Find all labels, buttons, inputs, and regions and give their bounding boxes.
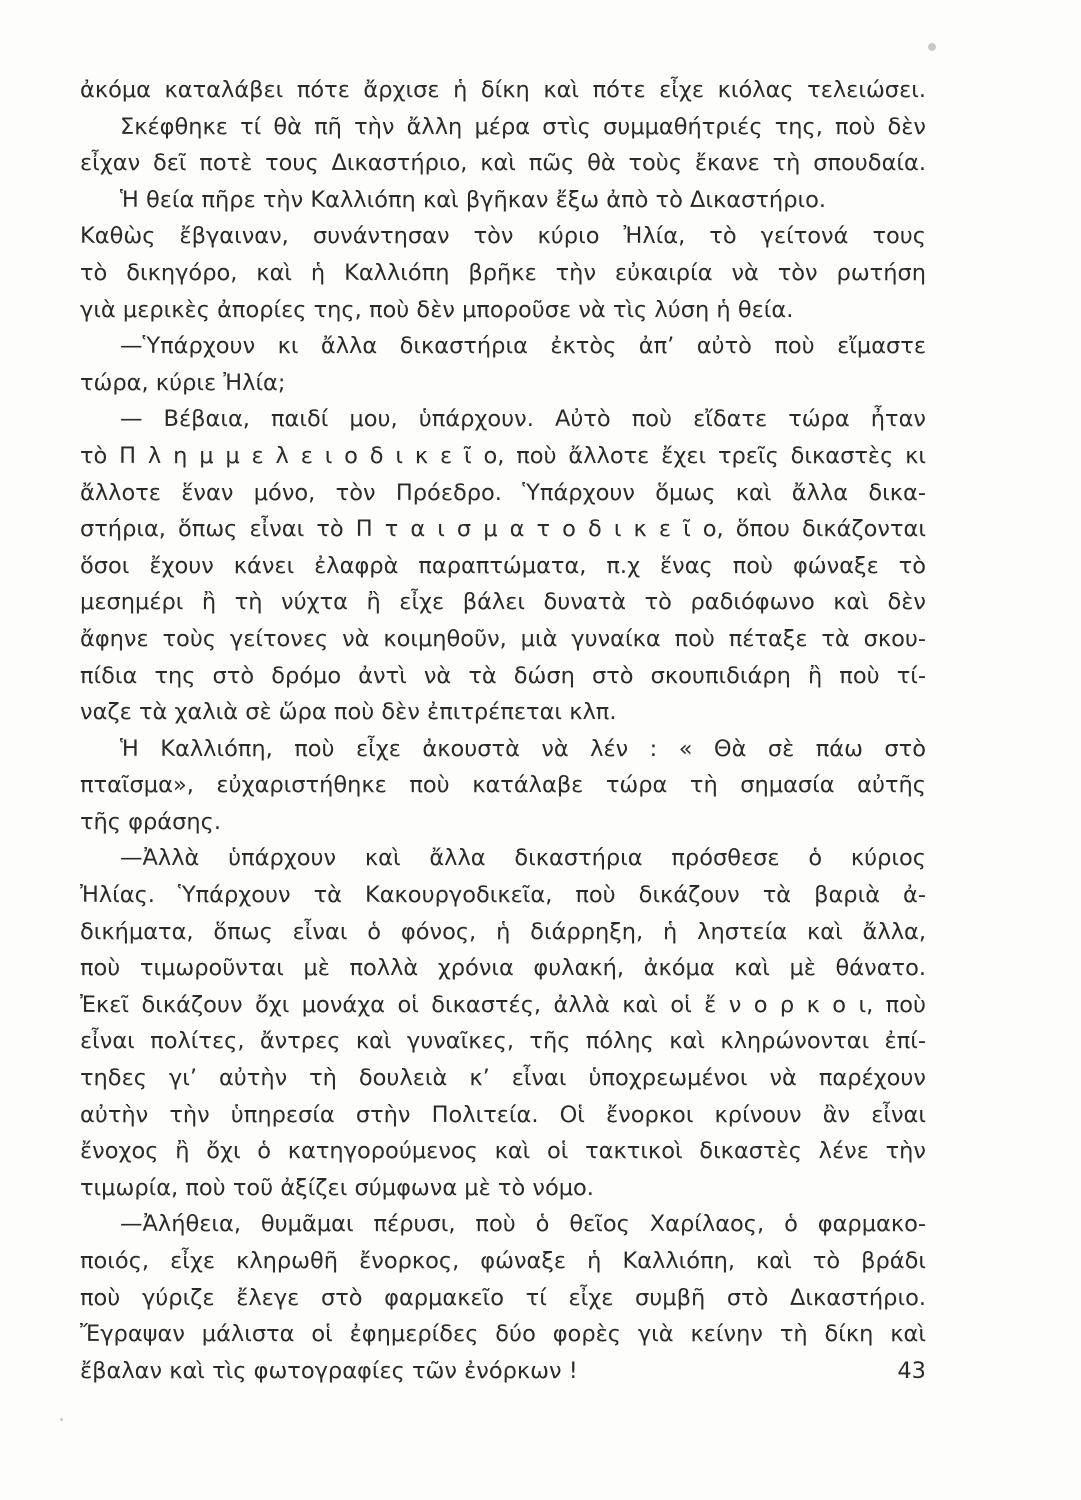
text-line: Καθὼς ἔβγαιναν, συνάντησαν τὸν κύριο Ἠλία, τὸ γείτονά τους	[80, 223, 926, 250]
text-line: πταῖσμα», εὐχαριστήθηκε ποὺ κατάλαβε τώρα τὴ σημασία αὐτῆς	[80, 772, 926, 799]
text-line: ποὺ γύριζε ἔλεγε στὸ φαρμακεῖο τί εἶχε συμβῆ στὸ Δικαστήριο.	[80, 1284, 926, 1311]
text-line: Ἠλίας. Ὑπάρχουν τὰ Κακουργοδικεῖα, ποὺ δικάζουν τὰ βαριὰ ἀ-	[80, 882, 926, 909]
text-line: ναζε τὰ χαλιὰ σὲ ὥρα ποὺ δὲν ἐπιτρέπεται κλπ.	[80, 699, 617, 726]
text-line: τώρα, κύριε Ἠλία;	[80, 369, 286, 396]
text-line: Σκέφθηκε τί θὰ πῆ τὴν ἄλλη μέρα στὶς συμμαθήτριές της, ποὺ δὲν	[120, 113, 926, 140]
text-line: ποιός, εἶχε κληρωθῆ ἔνορκος, φώναξε ἡ Καλλιόπη, καὶ τὸ βράδι	[80, 1248, 926, 1274]
text-line: στήρια, ὅπως εἶναι τὸ Π τ α ι σ μ α τ ο δ ι κ ε ῖ ο, ὅπου δικάζονται	[80, 516, 926, 543]
body-text	[80, 72, 926, 1389]
ink-speck	[60, 1418, 63, 1421]
text-line: ποὺ τιμωροῦνται μὲ πολλὰ χρόνια φυλακή, ἀκόμα καὶ μὲ θάνατο.	[80, 955, 926, 982]
text-line: ἀκόμα καταλάβει πότε ἄρχισε ἡ δίκη καὶ πότε εἶχε κιόλας τελειώσει.	[80, 77, 926, 103]
text-line: —Ὑπάρχουν κι ἄλλα δικαστήρια ἐκτὸς ἀπ’ αὐτὸ ποὺ εἴμαστε	[120, 333, 926, 360]
text-line: Ἡ θεία πῆρε τὴν Καλλιόπη καὶ βγῆκαν ἔξω ἀπὸ τὸ Δικαστήριο.	[120, 186, 827, 213]
text-line: ἔνοχος ἢ ὄχι ὁ κατηγορούμενος καὶ οἱ τακτικοὶ δικαστὲς λένε τὴν	[80, 1138, 926, 1165]
text-line: — Βέβαια, παιδί μου, ὑπάρχουν. Αὐτὸ ποὺ εἴδατε τώρα ἦταν	[120, 406, 926, 433]
text-line: τὸ δικηγόρο, καὶ ἡ Καλλιόπη βρῆκε τὴν εὐκαιρία νὰ τὸν ρωτήση	[80, 259, 926, 286]
text-line: Ἐκεῖ δικάζουν ὄχι μονάχα οἱ δικαστές, ἀλλὰ καὶ οἱ ἔ ν ο ρ κ ο ι, ποὺ	[80, 991, 926, 1018]
text-line: αὐτὴν τὴν ὑπηρεσία στὴν Πολιτεία. Οἱ ἔνορκοι κρίνουν ἂν εἶναι	[80, 1101, 926, 1128]
text-line: εἶχαν δεῖ ποτὲ τους Δικαστήριο, καὶ πῶς θὰ τοὺς ἔκανε τὴ σπουδαία.	[80, 150, 926, 177]
text-line: ἄφηνε τοὺς γείτονες νὰ κοιμηθοῦν, μιὰ γυναίκα ποὺ πέταξε τὰ σκου-	[80, 625, 926, 652]
ink-speck	[928, 43, 936, 51]
text-line: τῆς φράσης.	[80, 808, 221, 835]
text-line: μεσημέρι ἢ τὴ νύχτα ἢ εἶχε βάλει δυνατὰ τὸ ραδιόφωνο καὶ δὲν	[80, 589, 926, 616]
text-line: Ἡ Καλλιόπη, ποὺ εἶχε ἀκουστὰ νὰ λέν : « Θὰ σὲ πάω στὸ	[120, 735, 926, 762]
text-line: ἔβαλαν καὶ τὶς φωτογραφίες τῶν ἐνόρκων !	[80, 1357, 578, 1384]
text-line: εἶναι πολίτες, ἄντρες καὶ γυναῖκες, τῆς πόλης καὶ κληρώνονται ἐπί-	[80, 1028, 926, 1055]
text-line: ἄλλοτε ἕναν μόνο, τὸν Πρόεδρο. Ὑπάρχουν ὅμως καὶ ἄλλα δικα-	[80, 479, 926, 506]
text-line: —Ἀλήθεια, θυμᾶμαι πέρυσι, ποὺ ὁ θεῖος Χαρίλαος, ὁ φαρμακο-	[120, 1211, 926, 1238]
text-line: τιμωρία, ποὺ τοῦ ἀξίζει σύμφωνα μὲ τὸ νόμο.	[80, 1174, 594, 1201]
text-line: γιὰ μερικὲς ἀπορίες της, ποὺ δὲν μποροῦσε νὰ τὶς λύση ἡ θεία.	[80, 296, 794, 323]
text-line: τὸ Π λ η μ μ ε λ ε ι ο δ ι κ ε ῖ ο, ποὺ ἄλλοτε ἔχει τρεῖς δικαστὲς κι	[80, 442, 926, 469]
text-line: δικήματα, ὅπως εἶναι ὁ φόνος, ἡ διάρρηξη, ἡ ληστεία καὶ ἄλλα,	[80, 918, 926, 945]
text-line: —Ἀλλὰ ὑπάρχουν καὶ ἄλλα δικαστήρια πρόσθεσε ὁ κύριος	[120, 845, 926, 872]
text-line: Ἔγραψαν μάλιστα οἱ ἐφημερίδες δύο φορὲς γιὰ κείνην τὴ δίκη καὶ	[80, 1321, 926, 1348]
text-line: ὅσοι ἔχουν κάνει ἐλαφρὰ παραπτώματα, π.χ ἕνας ποὺ φώναξε τὸ	[80, 552, 926, 579]
text-line: πίδια της στὸ δρόμο ἀντὶ νὰ τὰ δώση στὸ σκουπιδιάρη ἢ ποὺ τί-	[80, 662, 926, 689]
page-number: 43	[897, 1358, 926, 1384]
text-line: τηδες γι’ αὐτὴν τὴ δουλειὰ κ’ εἶναι ὑποχρεωμένοι νὰ παρέχουν	[80, 1065, 926, 1092]
